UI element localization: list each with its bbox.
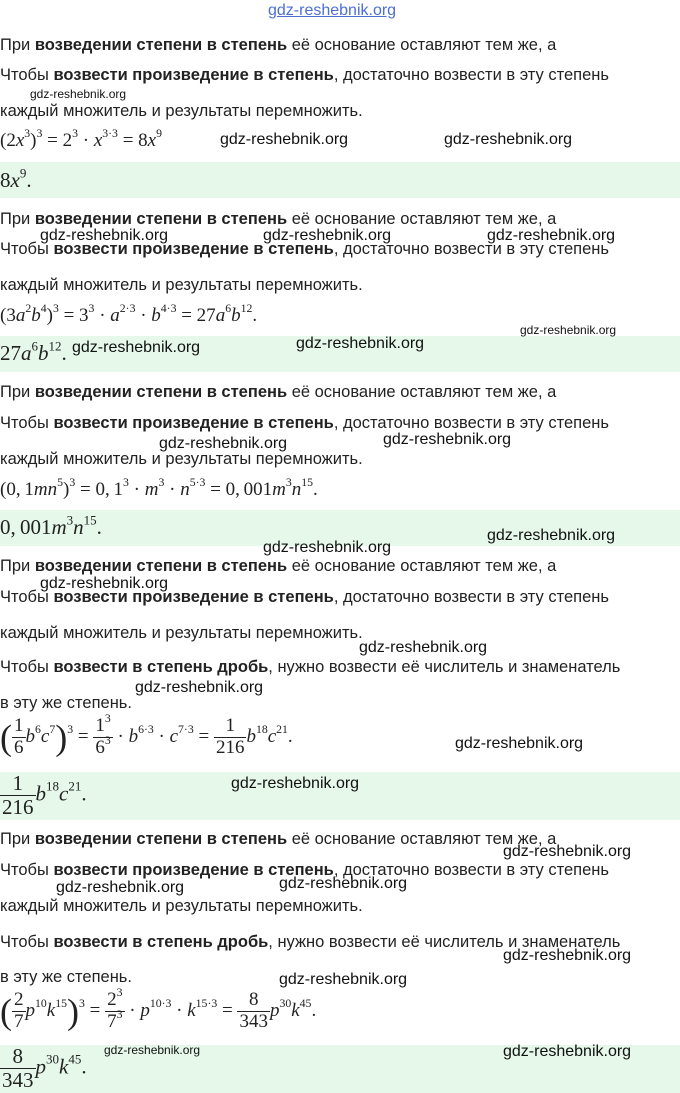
watermark: gdz-reshebnik.org	[520, 323, 617, 337]
watermark: gdz-reshebnik.org	[30, 87, 127, 101]
watermark: gdz-reshebnik.org	[159, 435, 288, 452]
watermark: gdz-reshebnik.org	[296, 335, 425, 352]
answer-2: $27a^6b^{12}$.	[0, 336, 680, 372]
rule-power-of-product-cont: каждый множитель и результаты перемножить.	[0, 624, 363, 642]
solution-4: ( $\frac{1}{6}$ $b^6c^7)^3$ = $\frac{1^3}{6^3}$ · $b^{6\cdot 3} \cdot c^{7\cdot 3}$ = $\frac{1}{216}$ $b^{18}c^{21}$.	[0, 712, 293, 758]
rule-power-of-product: Чтобы возвести произведение в степень, достаточно возвести в эту степень	[0, 414, 609, 432]
rule-power-of-product: Чтобы возвести произведение в степень, достаточно возвести в эту степень	[0, 588, 609, 606]
watermark: gdz-reshebnik.org	[487, 227, 616, 244]
answer-1: $8x^9$.	[0, 162, 680, 198]
solution-3: (0, $1mn^5)^3 = 0$, $1^3 \cdot m^3 \cdot n^{5\cdot 3} = 0$, $001m^3n^{15}$.	[0, 476, 318, 500]
watermark: gdz-reshebnik.org	[263, 227, 392, 244]
solution-1: $(2x^3)^3 = 2^3 \cdot x^{3\cdot 3} = 8x^9$	[0, 127, 162, 151]
rule-power-of-power: При возведении степени в степень её основание оставляют тем же, а	[0, 557, 557, 575]
rule-power-of-product-cont: каждый множитель и результаты перемножить.	[0, 897, 363, 915]
watermark: gdz-reshebnik.org	[231, 775, 360, 792]
rule-power-of-fraction-cont: в эту же степень.	[0, 968, 132, 986]
watermark: gdz-reshebnik.org	[359, 639, 488, 656]
rule-power-of-product: Чтобы возвести произведение в степень, достаточно возвести в эту степень	[0, 861, 609, 879]
solution-5: ( $\frac{2}{7}$ $p^{10}k^{15})^3$ = $\frac{2^3}{7^3}$ · $p^{10\cdot 3} \cdot k^{15\cdot 3}$ = $\frac{8}{343}$ $p^{30}k^{45}$.	[0, 986, 317, 1032]
site-link[interactable]: gdz-reshebnik.org	[268, 2, 397, 19]
rule-power-of-product-cont: каждый множитель и результаты перемножить.	[0, 102, 363, 120]
watermark: gdz-reshebnik.org	[135, 679, 264, 696]
watermark: gdz-reshebnik.org	[503, 1043, 632, 1060]
watermark: gdz-reshebnik.org	[503, 947, 632, 964]
rule-power-of-fraction: Чтобы возвести в степень дробь, нужно возвести её числитель и знаменатель	[0, 933, 621, 951]
watermark: gdz-reshebnik.org	[444, 131, 573, 148]
watermark: gdz-reshebnik.org	[220, 131, 349, 148]
rule-power-of-fraction: Чтобы возвести в степень дробь, нужно возвести её числитель и знаменатель	[0, 658, 621, 676]
watermark: gdz-reshebnik.org	[383, 431, 512, 448]
watermark: gdz-reshebnik.org	[40, 227, 169, 244]
watermark: gdz-reshebnik.org	[40, 575, 169, 592]
rule-power-of-fraction-cont: в эту же степень.	[0, 694, 132, 712]
rule-power-of-product: Чтобы возвести произведение в степень, достаточно возвести в эту степень	[0, 240, 609, 258]
rule-power-of-product: Чтобы возвести произведение в степень, достаточно возвести в эту степень	[0, 66, 609, 84]
watermark: gdz-reshebnik.org	[72, 339, 201, 356]
watermark: gdz-reshebnik.org	[503, 843, 632, 860]
rule-power-of-power: При возведении степени в степень её основание оставляют тем же, а	[0, 210, 557, 228]
watermark: gdz-reshebnik.org	[455, 735, 584, 752]
watermark: gdz-reshebnik.org	[279, 971, 408, 988]
rule-power-of-product-cont: каждый множитель и результаты перемножить.	[0, 276, 363, 294]
answer-5: $\frac{8}{343}$ $p^{30}k^{45}$.	[0, 1045, 680, 1093]
rule-power-of-power: При возведении степени в степень её основание оставляют тем же, а	[0, 830, 557, 848]
watermark: gdz-reshebnik.org	[279, 875, 408, 892]
watermark: gdz-reshebnik.org	[487, 527, 616, 544]
watermark: gdz-reshebnik.org	[56, 879, 185, 896]
rule-power-of-product-cont: каждый множитель и результаты перемножить.	[0, 450, 363, 468]
watermark: gdz-reshebnik.org	[263, 539, 392, 556]
answer-4: $\frac{1}{216}$ $b^{18}c^{21}$.	[0, 772, 680, 820]
solution-2: $(3a^2b^4)^3 = 3^3 \cdot a^{2\cdot 3} \cdot b^{4\cdot 3} = 27a^6b^{12}$.	[0, 302, 258, 326]
rule-power-of-power: При возведении степени в степень её основание оставляют тем же, а	[0, 383, 557, 401]
answer-3: 0, $001m^3n^{15}$.	[0, 510, 680, 546]
rule-power-of-power: При возведении степени в степень её основание оставляют тем же, а	[0, 36, 557, 54]
watermark: gdz-reshebnik.org	[104, 1043, 201, 1057]
